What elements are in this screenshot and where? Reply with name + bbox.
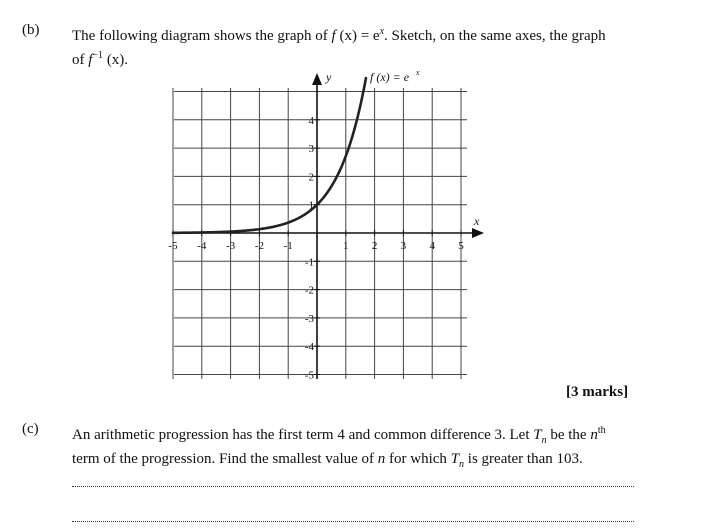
y-tick-label: -2 xyxy=(304,284,314,297)
y-axis-label: y xyxy=(326,70,332,84)
x-tick-label: -2 xyxy=(254,240,264,252)
y-tick-label: -1 xyxy=(304,256,314,269)
part-c-question xyxy=(72,421,672,474)
x-axis-arrow xyxy=(472,228,484,238)
y-tick-label: -3 xyxy=(304,312,314,325)
part-c-line-1: An arithmetic progression has the first term 4 and common difference 3. Let $T_n$ be the $n^{th}$ xyxy=(72,425,606,446)
part-b-line-1: The following diagram shows the graph of f $(x) = e^x$. Sketch, on the same axes, the graph xyxy=(72,26,606,44)
part-c-label: (c) xyxy=(22,421,39,437)
function-label: f (x) = e xyxy=(370,70,410,84)
y-axis-arrow xyxy=(312,73,322,85)
axes xyxy=(174,73,484,379)
marks-b: [3 marks] xyxy=(566,384,629,400)
x-tick-label: -5 xyxy=(168,240,178,252)
x-tick-label: 1 xyxy=(343,240,349,252)
y-tick-label: -5 xyxy=(304,369,314,382)
x-tick-label: 3 xyxy=(400,240,407,252)
x-tick-label: 4 xyxy=(429,240,435,252)
part-b-line-2: of $f^{-1}$ (x). xyxy=(72,50,129,68)
function-label-exponent: x xyxy=(416,68,420,77)
part-b-label: (b) xyxy=(22,22,40,38)
answer-line-1[interactable] xyxy=(72,486,634,487)
x-tick-label: -3 xyxy=(226,240,236,252)
x-tick-label: -1 xyxy=(283,240,293,252)
answer-line-2[interactable] xyxy=(72,521,634,522)
y-tick-label: 1 xyxy=(308,199,314,212)
x-tick-label: 5 xyxy=(458,240,464,252)
x-axis-label: x xyxy=(474,214,480,228)
y-tick-label: 3 xyxy=(308,143,314,156)
x-tick-label: -4 xyxy=(197,240,207,252)
y-tick-label: -4 xyxy=(304,341,314,354)
y-tick-label: 2 xyxy=(308,171,314,184)
part-c-line-2: term of the progression. Find the smallest value of n for which $T_n$ is greater than 103. xyxy=(72,451,583,470)
y-tick-label: 4 xyxy=(308,114,314,127)
x-tick-label: 2 xyxy=(371,240,378,252)
